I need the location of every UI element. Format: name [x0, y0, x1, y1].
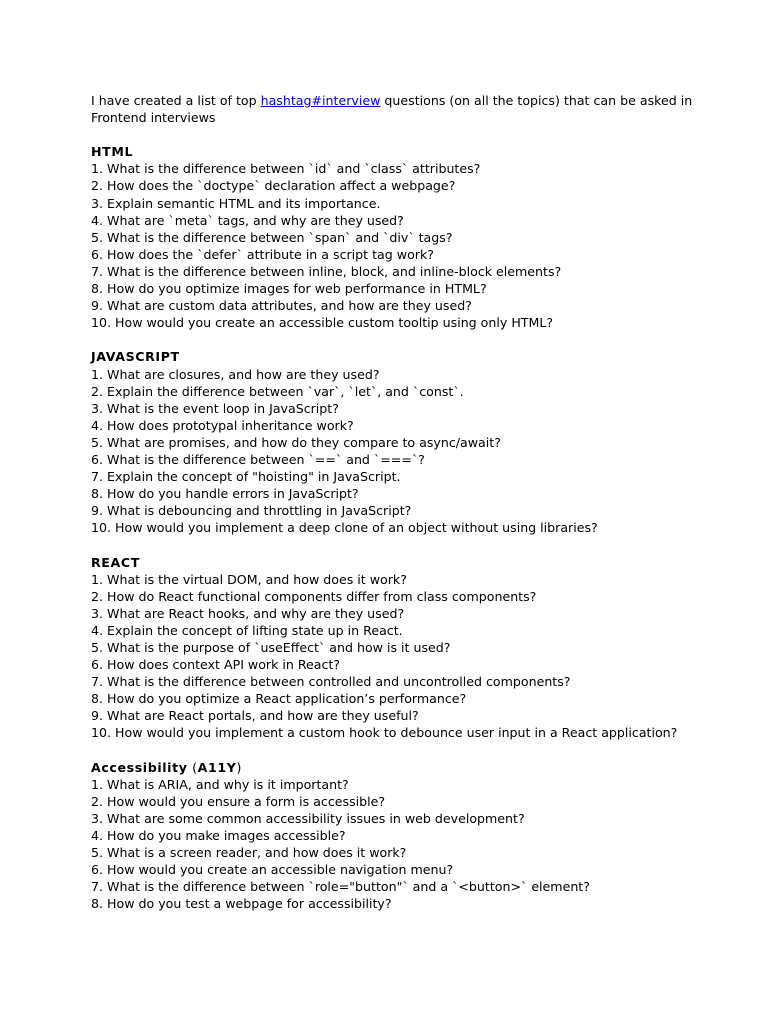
- question-item: 9. What are React portals, and how are they useful?: [91, 708, 419, 724]
- question-item: 6. What is the difference between `==` and `===`?: [91, 451, 425, 467]
- question-list-html: [91, 160, 731, 331]
- question-item: 5. What is the purpose of `useEffect` and how is it used?: [91, 640, 451, 655]
- section-heading-react: REACT: [91, 554, 140, 570]
- hashtag-interview-link[interactable]: hashtag#interview: [260, 93, 381, 108]
- question-item: 1. What is the virtual DOM, and how does it work?: [91, 571, 407, 587]
- intro-text-after: questions (on all the topics) that can be asked in Frontend interviews: [91, 93, 693, 126]
- question-item: 10. How would you implement a custom hook to debounce user input in a React application?: [91, 725, 678, 741]
- question-list-javascript: [91, 366, 731, 537]
- section-javascript: [91, 348, 731, 536]
- question-item: 5. What are promises, and how do they compare to async/await?: [91, 434, 501, 450]
- heading-paren-open: (: [187, 759, 198, 775]
- question-item: 4. How does prototypal inheritance work?: [91, 417, 354, 433]
- section-html: [91, 143, 731, 331]
- heading-paren-close: ): [236, 759, 242, 775]
- question-item: 6. How would you create an accessible navigation menu?: [91, 862, 454, 878]
- question-item: 5. What is a screen reader, and how does it work?: [91, 845, 407, 861]
- heading-accessibility-word: Accessibility: [91, 759, 188, 775]
- question-item: 7. Explain the concept of "hoisting" in JavaScript.: [91, 469, 401, 485]
- section-heading-javascript: JAVASCRIPT: [91, 349, 180, 365]
- document-page: [91, 92, 731, 930]
- question-item: 6. How does context API work in React?: [91, 657, 341, 673]
- question-list-react: [91, 571, 731, 742]
- question-item: 5. What is the difference between `span` and `div` tags?: [91, 229, 453, 245]
- question-list-accessibility: [91, 776, 731, 913]
- question-item: 4. What are `meta` tags, and why are they used?: [91, 212, 404, 228]
- section-accessibility: [91, 759, 731, 913]
- question-item: 10. How would you implement a deep clone of an object without using libraries?: [91, 520, 598, 536]
- intro-paragraph: [91, 92, 731, 126]
- question-item: 1. What are closures, and how are they used?: [91, 366, 380, 382]
- question-item: 3. What are some common accessibility issues in web development?: [91, 810, 525, 826]
- question-item: 2. How do React functional components differ from class components?: [91, 588, 537, 604]
- question-item: 3. What is the event loop in JavaScript?: [91, 400, 339, 416]
- question-item: 1. What is ARIA, and why is it important?: [91, 776, 349, 792]
- question-item: 7. What is the difference between inline, block, and inline-block elements?: [91, 263, 562, 279]
- question-item: 8. How do you optimize images for web performance in HTML?: [91, 281, 487, 297]
- question-item: 2. Explain the difference between `var`, `let`, and `const`.: [91, 383, 464, 399]
- question-item: 2. How would you ensure a form is accessible?: [91, 793, 386, 809]
- question-item: 8. How do you handle errors in JavaScript?: [91, 486, 359, 502]
- intro-text-before: I have created a list of top: [91, 93, 261, 108]
- question-item: 2. How does the `doctype` declaration affect a webpage?: [91, 178, 456, 194]
- question-item: 8. How do you test a webpage for accessibility?: [91, 896, 392, 912]
- section-heading-html: HTML: [91, 144, 134, 160]
- question-item: 6. How does the `defer` attribute in a script tag work?: [91, 246, 434, 262]
- question-item: 4. Explain the concept of lifting state up in React.: [91, 622, 403, 638]
- question-item: 3. Explain semantic HTML and its importance.: [91, 195, 381, 211]
- question-item: 1. What is the difference between `id` and `class` attributes?: [91, 161, 481, 177]
- heading-a11y-abbr: A11Y: [197, 759, 237, 775]
- question-item: 7. What is the difference between `role="button"` and a `<button>` element?: [91, 879, 590, 895]
- question-item: 10. How would you create an accessible custom tooltip using only HTML?: [91, 315, 554, 331]
- question-item: 9. What are custom data attributes, and how are they used?: [91, 298, 472, 314]
- question-item: 7. What is the difference between controlled and uncontrolled components?: [91, 674, 571, 690]
- question-item: 9. What is debouncing and throttling in JavaScript?: [91, 503, 412, 519]
- section-heading-accessibility: [91, 759, 731, 776]
- question-item: 3. What are React hooks, and why are they used?: [91, 605, 405, 621]
- question-item: 4. How do you make images accessible?: [91, 828, 346, 844]
- section-react: [91, 554, 731, 742]
- question-item: 8. How do you optimize a React application’s performance?: [91, 691, 467, 707]
